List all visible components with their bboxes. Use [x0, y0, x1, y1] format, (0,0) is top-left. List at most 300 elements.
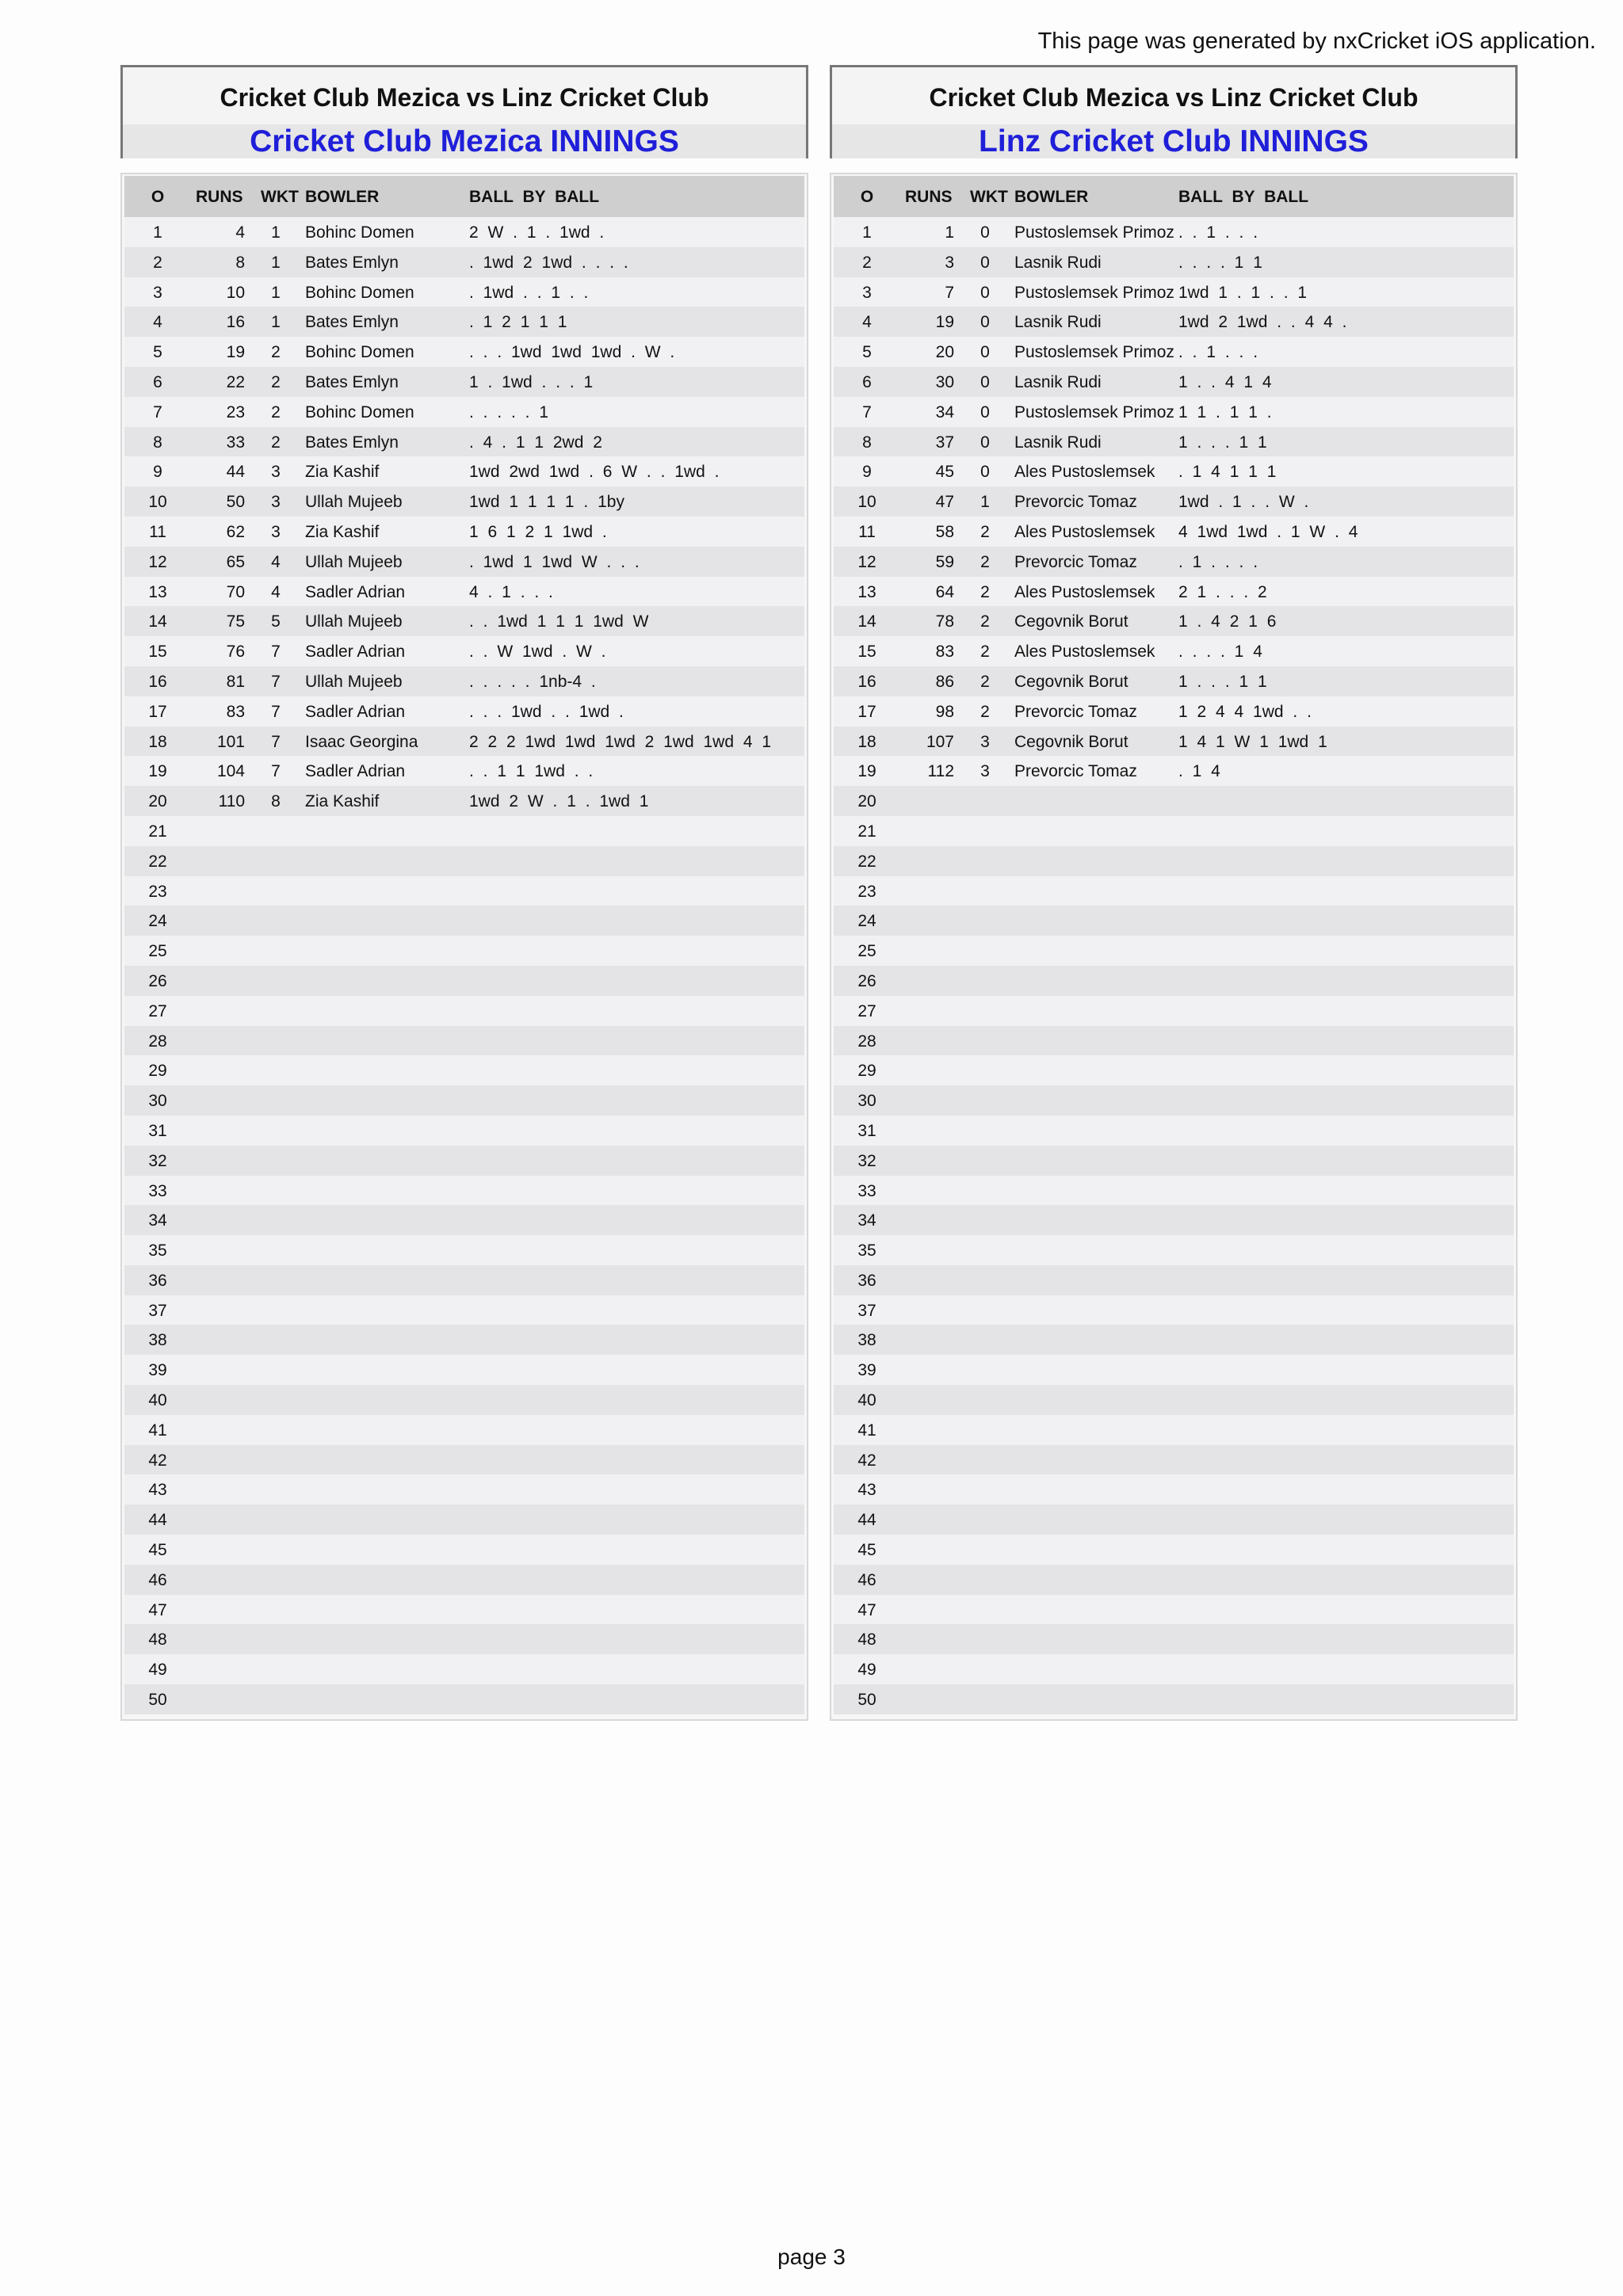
over-cell: 11 [858, 522, 876, 541]
ball-by-ball-cell: . 4 . 1 1 2wd 2 [469, 433, 602, 452]
over-cell: 21 [857, 822, 876, 841]
table-row [124, 1684, 804, 1714]
table-row [834, 846, 1514, 876]
ball-by-ball-cell: 4 . 1 . . . [469, 582, 553, 601]
bowler-cell: Ales Pustoslemsek [1014, 522, 1155, 541]
over-cell: 37 [148, 1301, 167, 1320]
runs-cell: 70 [226, 582, 245, 601]
wkt-cell: 1 [980, 493, 990, 512]
over-cell: 31 [148, 1121, 167, 1140]
over-cell: 14 [148, 612, 167, 631]
over-cell: 49 [148, 1661, 167, 1680]
ball-by-ball-cell: . . 1 1 1wd . . [469, 762, 594, 781]
runs-cell: 47 [935, 493, 954, 512]
over-cell: 3 [862, 283, 872, 302]
ball-by-ball-cell: . 1 2 1 1 1 [469, 313, 567, 332]
table-row [124, 1654, 804, 1684]
over-cell: 9 [153, 463, 162, 482]
wkt-cell: 3 [271, 463, 281, 482]
table-row [834, 666, 1514, 696]
bowler-cell: Ullah Mujeeb [305, 612, 403, 631]
table-row [834, 1535, 1514, 1565]
table-row [124, 606, 804, 636]
bowler-cell: Ales Pustoslemsek [1014, 582, 1155, 601]
bowler-cell: Prevorcic Tomaz [1014, 552, 1137, 571]
over-cell: 18 [857, 732, 876, 751]
over-cell: 25 [148, 942, 167, 961]
over-cell: 15 [857, 643, 876, 662]
runs-cell: 75 [226, 612, 245, 631]
over-cell: 36 [148, 1271, 167, 1290]
runs-cell: 76 [226, 643, 245, 662]
table-row [124, 846, 804, 876]
wkt-cell: 7 [271, 762, 281, 781]
over-cell: 42 [148, 1451, 167, 1470]
ball-by-ball-cell: . . 1wd 1 1 1 1wd W [469, 612, 649, 631]
table-body [834, 217, 1514, 1714]
ball-by-ball-cell: . . . . . 1nb-4 . [469, 672, 596, 691]
wkt-cell: 0 [980, 433, 990, 452]
table-row [124, 1535, 804, 1565]
ball-by-ball-cell: . . 1 . . . [1178, 223, 1258, 242]
table-row [834, 1146, 1514, 1176]
over-cell: 29 [148, 1062, 167, 1081]
ball-by-ball-cell: 2 2 2 1wd 1wd 1wd 2 1wd 1wd 4 1 [469, 732, 772, 751]
wkt-cell: 7 [271, 732, 281, 751]
table-row [124, 1295, 804, 1325]
over-cell: 4 [153, 313, 162, 332]
over-cell: 6 [862, 372, 872, 391]
over-cell: 7 [153, 402, 162, 421]
table-row [834, 547, 1514, 577]
table-row [124, 727, 804, 757]
table-row [834, 1505, 1514, 1535]
over-cell: 30 [148, 1092, 167, 1111]
runs-cell: 83 [226, 702, 245, 721]
runs-cell: 10 [226, 283, 245, 302]
wkt-cell: 0 [980, 402, 990, 421]
runs-cell: 58 [935, 522, 954, 541]
over-cell: 30 [857, 1092, 876, 1111]
over-cell: 26 [148, 971, 167, 990]
wkt-cell: 0 [980, 283, 990, 302]
table-row [834, 427, 1514, 457]
table-header [124, 176, 804, 217]
innings-header [830, 65, 1518, 158]
runs-cell: 62 [226, 522, 245, 541]
table-row [834, 577, 1514, 607]
table-row [124, 1265, 804, 1295]
ball-by-ball-cell: 2 W . 1 . 1wd . [469, 223, 605, 242]
over-cell: 22 [148, 852, 167, 871]
over-cell: 23 [857, 882, 876, 901]
table-row [124, 1415, 804, 1445]
over-cell: 41 [857, 1421, 876, 1440]
ball-by-ball-cell: . 1 . . . . [1178, 552, 1258, 571]
over-cell: 32 [857, 1151, 876, 1170]
bowler-cell: Ales Pustoslemsek [1014, 643, 1155, 662]
bowler-cell: Lasnik Rudi [1014, 433, 1102, 452]
table-row [834, 1205, 1514, 1235]
table-row [124, 337, 804, 367]
bowler-cell: Prevorcic Tomaz [1014, 493, 1137, 512]
table-row [834, 1055, 1514, 1085]
over-cell: 36 [857, 1271, 876, 1290]
bowler-cell: Pustoslemsek Primoz [1014, 283, 1174, 302]
ball-by-ball-cell: 1wd . 1 . . W . [1178, 493, 1309, 512]
table-row [124, 1565, 804, 1595]
over-cell: 13 [148, 582, 167, 601]
table-row [124, 1085, 804, 1116]
table-row [834, 1355, 1514, 1385]
bowler-cell: Bohinc Domen [305, 283, 414, 302]
wkt-cell: 5 [271, 612, 281, 631]
table-row [124, 936, 804, 966]
innings-title-band [832, 124, 1515, 158]
table-row [124, 816, 804, 846]
ball-by-ball-cell: 1wd 1 1 1 1 . 1by [469, 493, 624, 512]
table-row [124, 1474, 804, 1505]
runs-cell: 19 [226, 343, 245, 362]
column-header-runs: RUNS [905, 188, 953, 206]
over-cell: 47 [857, 1600, 876, 1619]
table-row [124, 1505, 804, 1535]
over-cell: 28 [857, 1032, 876, 1051]
over-cell: 18 [148, 732, 167, 751]
table-row [124, 307, 804, 337]
table-row [124, 217, 804, 247]
over-cell: 41 [148, 1421, 167, 1440]
over-cell: 7 [862, 402, 872, 421]
table-row [124, 756, 804, 786]
over-cell: 37 [857, 1301, 876, 1320]
table-row [834, 397, 1514, 427]
runs-cell: 98 [935, 702, 954, 721]
table-row [834, 696, 1514, 727]
over-cell: 10 [857, 493, 876, 512]
table-row [834, 1176, 1514, 1206]
runs-cell: 44 [226, 463, 245, 482]
runs-cell: 45 [935, 463, 954, 482]
table-row [834, 247, 1514, 277]
table-header [834, 176, 1514, 217]
table-row [124, 367, 804, 397]
over-cell: 33 [857, 1181, 876, 1200]
bowler-cell: Ullah Mujeeb [305, 552, 403, 571]
ball-by-ball-cell: . . . . 1 1 [1178, 253, 1262, 272]
column-header-over: O [151, 188, 165, 206]
table-row [834, 1415, 1514, 1445]
over-cell: 6 [153, 372, 162, 391]
over-cell: 48 [857, 1630, 876, 1650]
over-cell: 27 [148, 1001, 167, 1020]
innings-panel-linz [830, 65, 1518, 1721]
match-title: Cricket Club Mezica vs Linz Cricket Club [929, 83, 1419, 112]
table-row [124, 486, 804, 517]
table-row [834, 906, 1514, 936]
wkt-cell: 2 [271, 402, 281, 421]
runs-cell: 104 [216, 762, 245, 781]
table-row [124, 1385, 804, 1415]
runs-cell: 65 [226, 552, 245, 571]
wkt-cell: 3 [271, 522, 281, 541]
over-cell: 29 [857, 1062, 876, 1081]
table-row [124, 636, 804, 666]
table-row [834, 756, 1514, 786]
table-row [834, 816, 1514, 846]
over-cell: 5 [153, 343, 162, 362]
bowler-cell: Cegovnik Borut [1014, 612, 1128, 631]
ball-by-ball-cell: . 1wd . . 1 . . [469, 283, 589, 302]
table-row [124, 906, 804, 936]
ball-by-ball-cell: 1wd 1 . 1 . . 1 [1178, 283, 1308, 302]
table-row [834, 1116, 1514, 1146]
wkt-cell: 3 [980, 732, 990, 751]
ball-by-ball-cell: 1 2 4 4 1wd . . [1178, 702, 1312, 721]
bowler-cell: Bohinc Domen [305, 402, 414, 421]
table-row [124, 996, 804, 1026]
table-row [124, 1235, 804, 1265]
runs-cell: 16 [226, 313, 245, 332]
ball-by-ball-cell: 1 . 4 2 1 6 [1178, 612, 1277, 631]
table-row [124, 786, 804, 816]
wkt-cell: 7 [271, 672, 281, 691]
table-row [124, 456, 804, 486]
over-cell: 40 [857, 1391, 876, 1410]
table-row [124, 876, 804, 906]
table-row [834, 1325, 1514, 1355]
over-cell: 19 [148, 762, 167, 781]
table-row [834, 1684, 1514, 1714]
over-cell: 34 [857, 1211, 876, 1230]
wkt-cell: 0 [980, 253, 990, 272]
over-cell: 19 [857, 762, 876, 781]
table-row [124, 1355, 804, 1385]
over-cell: 35 [857, 1241, 876, 1261]
table-row [834, 217, 1514, 247]
over-cell: 23 [148, 882, 167, 901]
bowler-cell: Lasnik Rudi [1014, 372, 1102, 391]
column-header-wkt: WKT [970, 188, 1008, 206]
over-cell: 16 [857, 672, 876, 691]
wkt-cell: 2 [271, 433, 281, 452]
table-row [834, 936, 1514, 966]
over-cell: 8 [153, 433, 162, 452]
bowler-cell: Ullah Mujeeb [305, 493, 403, 512]
table-row [834, 1026, 1514, 1056]
runs-cell: 107 [926, 732, 954, 751]
over-cell: 32 [148, 1151, 167, 1170]
over-cell: 11 [149, 522, 166, 541]
over-cell: 25 [857, 942, 876, 961]
wkt-cell: 3 [271, 493, 281, 512]
over-cell: 49 [857, 1661, 876, 1680]
bowler-cell: Pustoslemsek Primoz [1014, 343, 1174, 362]
table-row [834, 786, 1514, 816]
table-row [124, 1624, 804, 1654]
over-cell: 28 [148, 1032, 167, 1051]
column-header-runs: RUNS [196, 188, 243, 206]
column-header-ball-by-ball: BALL BY BALL [1178, 188, 1309, 206]
runs-cell: 83 [935, 643, 954, 662]
bowler-cell: Ullah Mujeeb [305, 672, 403, 691]
runs-cell: 4 [235, 223, 245, 242]
table-row [124, 1116, 804, 1146]
runs-cell: 37 [935, 433, 954, 452]
table-row [834, 517, 1514, 547]
wkt-cell: 8 [271, 792, 281, 811]
runs-cell: 33 [226, 433, 245, 452]
ball-by-ball-cell: 1 6 1 2 1 1wd . [469, 522, 607, 541]
ball-by-ball-cell: . 1wd 1 1wd W . . . [469, 552, 640, 571]
ball-by-ball-cell: . . . . 1 4 [1178, 643, 1262, 662]
wkt-cell: 4 [271, 582, 281, 601]
over-cell: 10 [148, 493, 167, 512]
runs-cell: 59 [935, 552, 954, 571]
runs-cell: 30 [935, 372, 954, 391]
wkt-cell: 7 [271, 643, 281, 662]
table-row [834, 1385, 1514, 1415]
table-row [124, 1146, 804, 1176]
runs-cell: 22 [226, 372, 245, 391]
innings-title-band [123, 124, 806, 158]
ball-by-ball-cell: 2 1 . . . 2 [1178, 582, 1267, 601]
table-row [834, 456, 1514, 486]
ball-by-ball-cell: 1 . . . 1 1 [1178, 672, 1267, 691]
over-cell: 42 [857, 1451, 876, 1470]
innings-panel-mezica [120, 65, 808, 1721]
runs-cell: 19 [935, 313, 954, 332]
wkt-cell: 2 [980, 552, 990, 571]
table-row [834, 996, 1514, 1026]
innings-title: Linz Cricket Club INNINGS [979, 124, 1369, 158]
over-cell: 14 [857, 612, 876, 631]
table-row [124, 1176, 804, 1206]
match-title: Cricket Club Mezica vs Linz Cricket Club [220, 83, 709, 112]
table-row [124, 1026, 804, 1056]
table-row [124, 577, 804, 607]
ball-by-ball-cell: 1wd 2 W . 1 . 1wd 1 [469, 792, 649, 811]
bowler-cell: Bates Emlyn [305, 433, 399, 452]
runs-cell: 50 [226, 493, 245, 512]
over-cell: 43 [148, 1481, 167, 1500]
table-row [124, 696, 804, 727]
bowler-cell: Sadler Adrian [305, 762, 406, 781]
wkt-cell: 0 [980, 223, 990, 242]
wkt-cell: 3 [980, 762, 990, 781]
bowler-cell: Zia Kashif [305, 463, 380, 482]
over-cell: 46 [857, 1570, 876, 1589]
over-cell: 45 [857, 1541, 876, 1560]
page-number: page 3 [777, 2245, 846, 2269]
bowler-cell: Sadler Adrian [305, 643, 406, 662]
wkt-cell: 2 [271, 343, 281, 362]
wkt-cell: 0 [980, 343, 990, 362]
over-cell: 35 [148, 1241, 167, 1261]
bowler-cell: Prevorcic Tomaz [1014, 702, 1137, 721]
table-row [834, 876, 1514, 906]
table-row [124, 966, 804, 996]
over-cell: 24 [148, 912, 167, 931]
runs-cell: 7 [945, 283, 954, 302]
runs-cell: 78 [935, 612, 954, 631]
over-cell: 15 [148, 643, 167, 662]
ball-by-ball-cell: 1 . . . 1 1 [1178, 433, 1267, 452]
table-row [834, 1474, 1514, 1505]
column-header-wkt: WKT [261, 188, 299, 206]
runs-cell: 1 [945, 223, 954, 242]
ball-by-ball-cell: . . . 1wd 1wd 1wd . W . [469, 343, 675, 362]
table-row [834, 486, 1514, 517]
bowler-cell: Zia Kashif [305, 522, 380, 541]
innings-title: Cricket Club Mezica INNINGS [250, 124, 679, 158]
over-cell: 38 [148, 1331, 167, 1350]
bowler-cell: Lasnik Rudi [1014, 313, 1102, 332]
over-cell: 12 [148, 552, 167, 571]
ball-by-ball-cell: 1wd 2 1wd . . 4 4 . [1178, 313, 1347, 332]
ball-by-ball-cell: 1 . 1wd . . . 1 [469, 372, 594, 391]
bowler-cell: Cegovnik Borut [1014, 672, 1128, 691]
ball-by-ball-cell: . . 1 . . . [1178, 343, 1258, 362]
bowler-cell: Bates Emlyn [305, 253, 399, 272]
generated-by-note: This page was generated by nxCricket iOS application. [1037, 29, 1596, 54]
wkt-cell: 2 [980, 522, 990, 541]
table-row [124, 666, 804, 696]
table-row [834, 307, 1514, 337]
table-row [834, 1654, 1514, 1684]
wkt-cell: 7 [271, 702, 281, 721]
table-row [124, 397, 804, 427]
runs-cell: 110 [218, 792, 245, 811]
table-row [124, 277, 804, 307]
over-cell: 45 [148, 1541, 167, 1560]
over-cell: 39 [857, 1361, 876, 1380]
over-cell: 33 [148, 1181, 167, 1200]
over-cell: 50 [857, 1691, 876, 1710]
ball-by-ball-cell: . . W 1wd . W . [469, 643, 606, 662]
table-row [124, 1325, 804, 1355]
bowler-cell: Bates Emlyn [305, 372, 399, 391]
over-cell: 44 [857, 1511, 876, 1530]
table-row [834, 337, 1514, 367]
column-header-over: O [860, 188, 874, 206]
wkt-cell: 0 [980, 463, 990, 482]
column-header-ball-by-ball: BALL BY BALL [469, 188, 600, 206]
over-cell: 39 [148, 1361, 167, 1380]
runs-cell: 34 [935, 402, 954, 421]
over-cell: 3 [153, 283, 162, 302]
ball-by-ball-cell: . 1 4 [1178, 762, 1220, 781]
runs-cell: 23 [226, 402, 245, 421]
over-cell: 8 [862, 433, 872, 452]
ball-by-ball-cell: . . . 1wd . . 1wd . [469, 702, 624, 721]
table-row [124, 1445, 804, 1475]
bowler-cell: Sadler Adrian [305, 582, 406, 601]
column-header-bowler: BOWLER [1014, 188, 1089, 206]
over-cell: 34 [148, 1211, 167, 1230]
table-row [124, 1595, 804, 1625]
over-cell: 9 [862, 463, 872, 482]
over-cell: 26 [857, 971, 876, 990]
bowler-cell: Sadler Adrian [305, 702, 406, 721]
runs-cell: 20 [935, 343, 954, 362]
bowler-cell: Ales Pustoslemsek [1014, 463, 1155, 482]
over-cell: 4 [862, 313, 872, 332]
bowler-cell: Lasnik Rudi [1014, 253, 1102, 272]
bowler-cell: Zia Kashif [305, 792, 380, 811]
table-row [124, 517, 804, 547]
wkt-cell: 2 [980, 582, 990, 601]
